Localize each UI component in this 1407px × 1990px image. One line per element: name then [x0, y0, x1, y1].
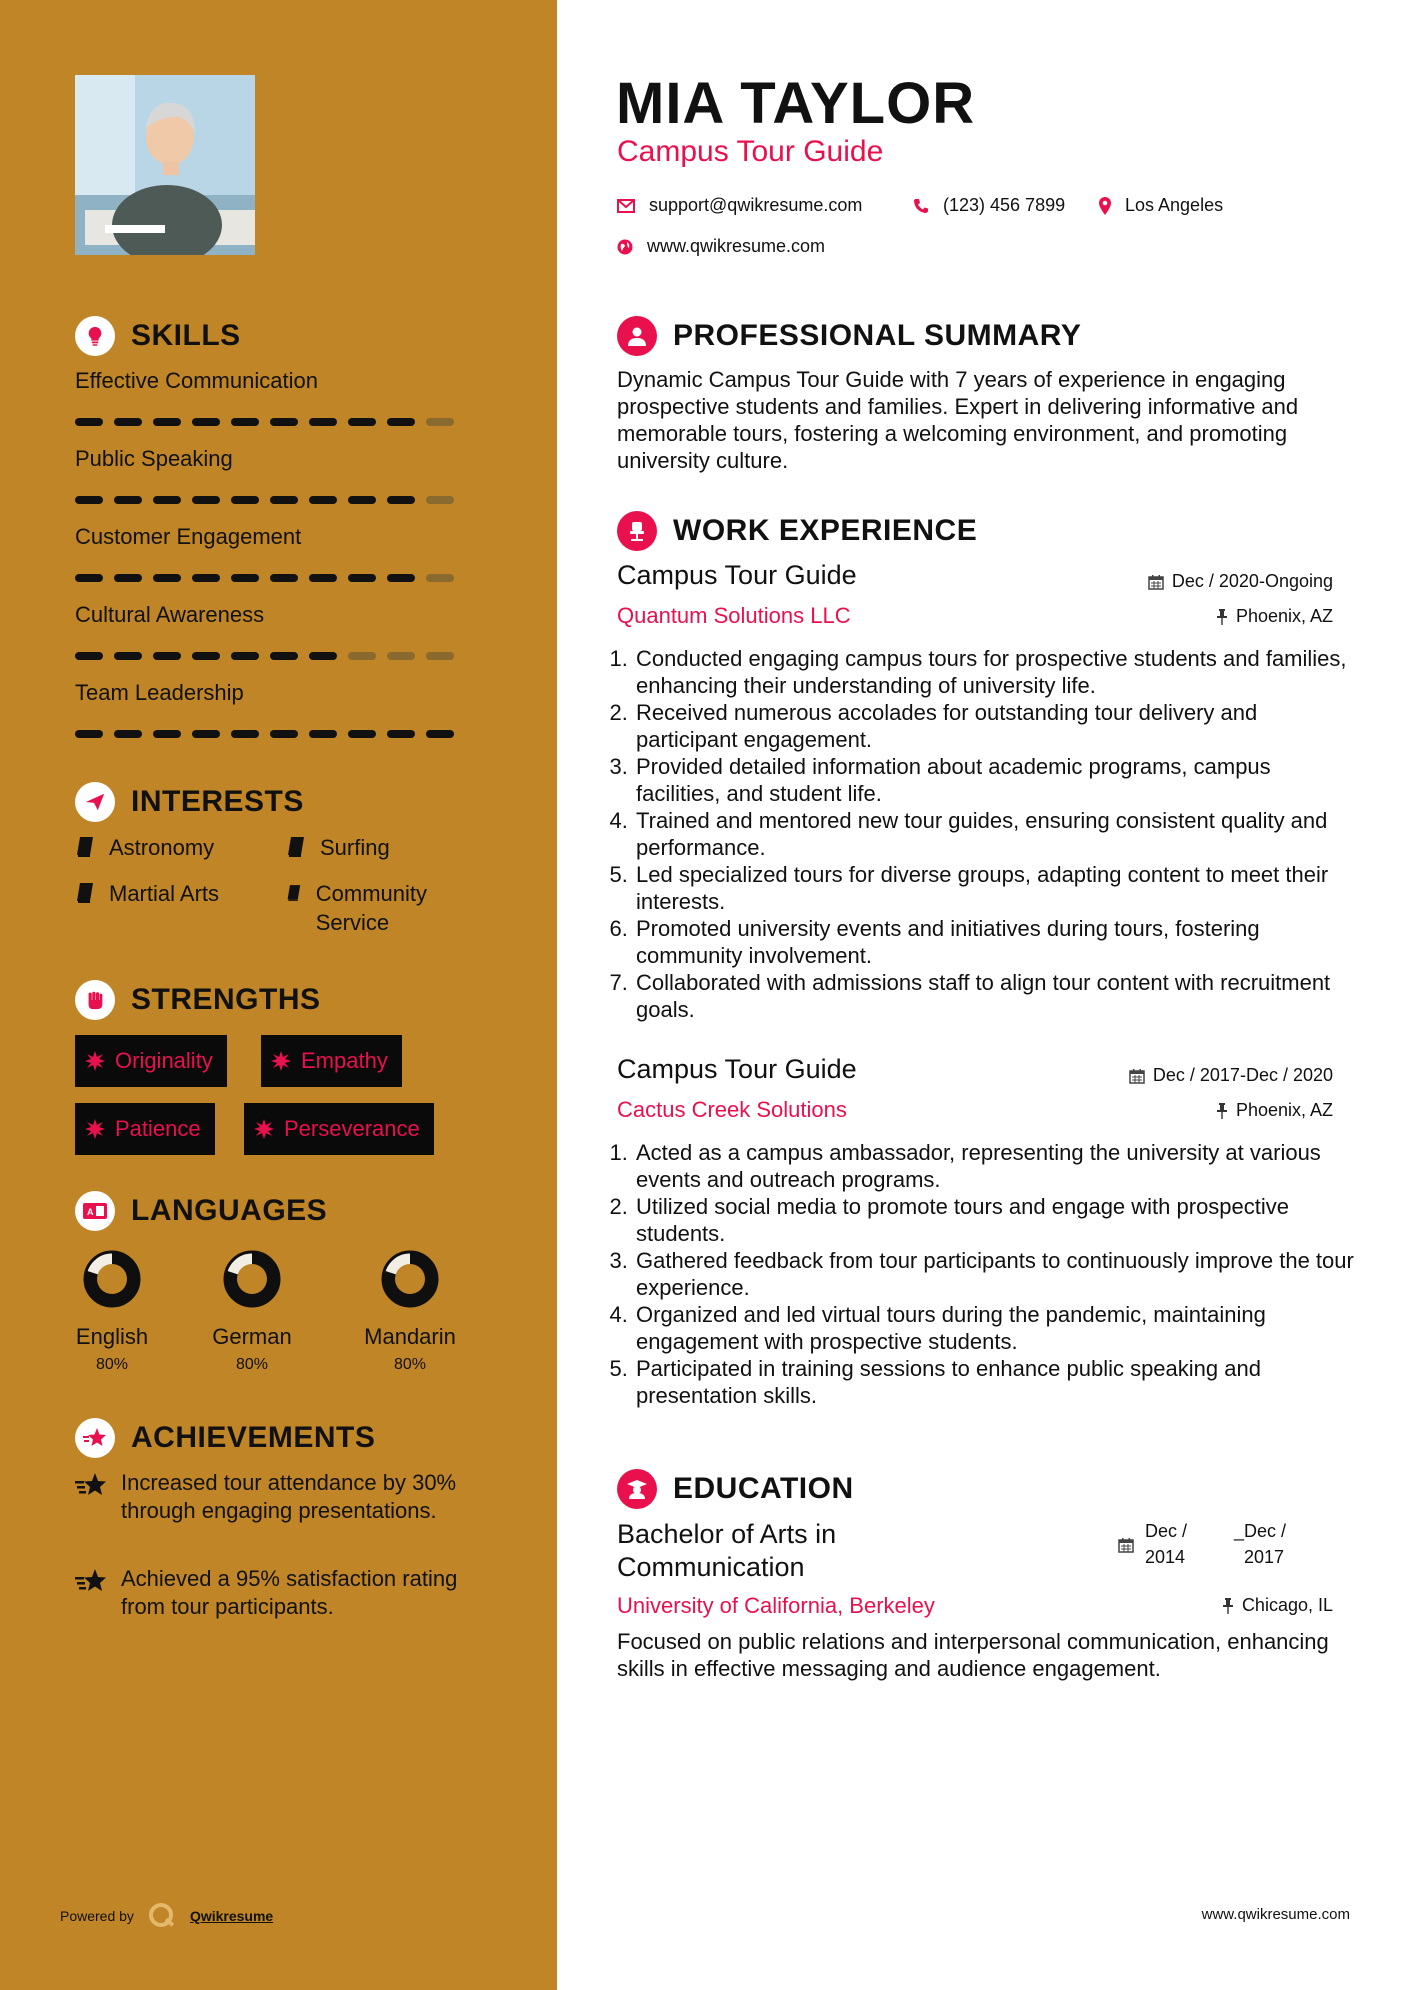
summary-title: PROFESSIONAL SUMMARY	[673, 319, 1082, 352]
job-location-text: Phoenix, AZ	[1235, 1100, 1333, 1120]
strength-tag	[244, 1103, 434, 1155]
pushpin-icon	[1216, 609, 1228, 625]
job-location	[1216, 606, 1333, 627]
profile-photo	[75, 75, 255, 255]
job-bullet: 3. Provided detailed information about academic programs, campus facilities, and student life.	[634, 753, 1354, 807]
skill-name: Effective Communication	[75, 368, 318, 393]
education-description: Focused on public relations and interpersonal communication, enhancing skills in effective messaging and audience engagement.	[617, 1629, 1329, 1681]
skill-rating	[75, 496, 465, 504]
phone-icon	[913, 198, 929, 214]
job-bullet: 2. Utilized social media to promote tours and engage with prospective students.	[634, 1193, 1354, 1247]
interest-label: Martial Arts	[109, 881, 220, 906]
job-bullet: 5. Participated in training sessions to enhance public speaking and presentation skills.	[634, 1355, 1354, 1409]
interest-item	[286, 879, 466, 937]
book-icon	[286, 881, 302, 905]
strength-label: Perseverance	[284, 1116, 420, 1141]
skill-rating-dash	[270, 418, 298, 426]
job-company: Quantum Solutions LLC	[617, 603, 851, 628]
job-bullet: 1. Acted as a campus ambassador, representing the university at various events and outreach programs.	[634, 1139, 1354, 1193]
burst-icon	[85, 1119, 105, 1139]
burst-icon	[85, 1051, 105, 1071]
languages-title: LANGUAGES	[131, 1194, 328, 1227]
skill-item	[75, 678, 455, 708]
contact-location	[1099, 195, 1223, 216]
skill-rating-dash	[387, 574, 415, 582]
skill-rating-dash	[426, 418, 454, 426]
skill-rating-dash	[114, 652, 142, 660]
skills-heading	[75, 316, 241, 356]
skill-name: Cultural Awareness	[75, 602, 265, 627]
language-donut	[220, 1247, 284, 1311]
skill-rating	[75, 418, 465, 426]
skill-item	[75, 366, 455, 396]
interest-item	[75, 833, 214, 862]
donut-hole	[395, 1264, 425, 1294]
education-start-date	[1145, 1518, 1187, 1570]
user-icon	[617, 316, 657, 356]
job-bullet: 6. Promoted university events and initiatives during tours, fostering community involvement.	[634, 915, 1354, 969]
skill-rating-dash	[348, 496, 376, 504]
burst-icon	[271, 1051, 291, 1071]
skill-rating-dash	[153, 418, 181, 426]
summary-text: Dynamic Campus Tour Guide with 7 years of experience in engaging prospective students and families. Expert in delivering informative and memorable tours, fostering a welcoming environment, and promoting university culture.	[617, 367, 1299, 473]
star-badge-icon	[75, 1418, 115, 1458]
book-icon	[286, 835, 306, 859]
interest-label: Astronomy	[109, 835, 215, 860]
skills-title: SKILLS	[131, 319, 241, 352]
map-pin-icon	[1099, 197, 1111, 215]
skill-rating-dash	[387, 418, 415, 426]
interest-label: Community Service	[315, 881, 427, 935]
job-company: Cactus Creek Solutions	[617, 1097, 847, 1122]
skill-rating-dash	[114, 730, 142, 738]
paper-plane-icon	[75, 782, 115, 822]
office-chair-icon	[617, 511, 657, 551]
star-icon	[75, 1568, 107, 1594]
job-bullet: 1. Conducted engaging campus tours for prospective students and families, enhancing their understanding of university life.	[634, 645, 1354, 699]
skill-rating-dash	[270, 574, 298, 582]
interest-label: Surfing	[320, 835, 390, 860]
skill-rating-dash	[192, 652, 220, 660]
skill-rating-dash	[309, 730, 337, 738]
job-bullet: 2. Received numerous accolades for outstanding tour delivery and participant engagement.	[634, 699, 1354, 753]
degree-title	[617, 1518, 836, 1584]
book-icon	[75, 881, 95, 905]
interests-heading	[75, 782, 304, 822]
candidate-name: MIA TAYLOR	[616, 71, 976, 136]
job-location	[1216, 1100, 1333, 1121]
skill-rating-dash	[426, 730, 454, 738]
job-dates-text: Dec / 2017-Dec / 2020	[1152, 1065, 1333, 1085]
book-icon	[75, 835, 95, 859]
calendar-icon	[1129, 1068, 1145, 1084]
skill-rating-dash	[231, 418, 259, 426]
skill-rating-dash	[231, 496, 259, 504]
skill-rating-dash	[75, 418, 103, 426]
job-dates	[1129, 1065, 1333, 1086]
job-bullets	[612, 645, 1354, 1023]
skill-rating-dash	[75, 730, 103, 738]
education-location	[1222, 1595, 1333, 1616]
education-location-text: Chicago, IL	[1241, 1595, 1333, 1615]
job-bullet: 4. Trained and mentored new tour guides, ensuring consistent quality and performance.	[634, 807, 1354, 861]
skill-rating-dash	[426, 574, 454, 582]
strengths-heading	[75, 980, 321, 1020]
skill-rating-dash	[192, 418, 220, 426]
skill-rating-dash	[114, 418, 142, 426]
envelope-icon	[617, 199, 635, 213]
language-item	[57, 1247, 167, 1374]
skill-rating-dash	[348, 418, 376, 426]
skill-name: Customer Engagement	[75, 524, 302, 549]
job-title: Campus Tour Guide	[617, 1054, 857, 1084]
website-text: www.qwikresume.com	[647, 236, 826, 256]
burst-icon	[254, 1119, 274, 1139]
calendar-icon	[1148, 574, 1164, 590]
achievement-text: Achieved a 95% satisfaction rating from tour participants.	[121, 1566, 458, 1619]
language-item	[355, 1247, 465, 1374]
skill-rating-dash	[75, 652, 103, 660]
skill-rating-dash	[192, 496, 220, 504]
degree-line-2: Communication	[617, 1552, 805, 1582]
skill-rating-dash	[75, 496, 103, 504]
language-name: German	[212, 1324, 292, 1349]
degree-line-1: Bachelor of Arts in	[617, 1519, 837, 1549]
job-bullet: 7. Collaborated with admissions staff to align tour content with recruitment goals.	[634, 969, 1354, 1023]
phone-text: (123) 456 7899	[943, 195, 1066, 215]
skill-rating-dash	[387, 652, 415, 660]
qwikresume-link[interactable]: Qwikresume	[189, 1908, 274, 1924]
svg-text:A: A	[87, 1207, 94, 1217]
job-title: Campus Tour Guide	[617, 560, 857, 590]
graduate-icon	[617, 1469, 657, 1509]
star-icon	[75, 1472, 107, 1498]
experience-title: WORK EXPERIENCE	[673, 514, 978, 547]
education-title: EDUCATION	[673, 1472, 854, 1505]
language-percent: 80%	[393, 1356, 427, 1373]
language-percent: 80%	[95, 1356, 129, 1373]
achievement-text: Increased tour attendance by 30% through engaging presentations.	[121, 1470, 457, 1523]
skill-rating-dash	[270, 496, 298, 504]
skill-rating-dash	[75, 574, 103, 582]
pushpin-icon	[1216, 1103, 1228, 1119]
donut-hole	[97, 1264, 127, 1294]
pushpin-icon	[1222, 1598, 1234, 1614]
skill-rating-dash	[309, 418, 337, 426]
strength-label: Empathy	[301, 1048, 388, 1073]
qwikresume-logo-icon	[148, 1902, 176, 1930]
job-bullet: 4. Organized and led virtual tours during the pandemic, maintaining engagement with prospective students.	[634, 1301, 1354, 1355]
strengths-title: STRENGTHS	[131, 983, 321, 1016]
education-end-date	[1234, 1518, 1286, 1570]
strength-tag	[75, 1103, 215, 1155]
achievement-item	[75, 1469, 475, 1525]
skill-item	[75, 600, 455, 630]
skill-rating-dash	[192, 574, 220, 582]
achievements-title: ACHIEVEMENTS	[131, 1421, 376, 1454]
language-name: English	[75, 1324, 149, 1349]
strength-tag	[261, 1035, 402, 1087]
candidate-role: Campus Tour Guide	[617, 135, 884, 168]
job-bullet: 3. Gathered feedback from tour participants to continuously improve the tour experience.	[634, 1247, 1354, 1301]
skill-rating-dash	[270, 730, 298, 738]
powered-by-label: Powered by	[60, 1908, 134, 1924]
contact-website[interactable]	[617, 236, 825, 257]
start-year: 2014	[1145, 1547, 1186, 1567]
skill-rating-dash	[309, 652, 337, 660]
skill-rating-dash	[426, 496, 454, 504]
achievement-item	[75, 1565, 475, 1621]
skill-rating	[75, 574, 465, 582]
skill-rating-dash	[114, 574, 142, 582]
donut-hole	[237, 1264, 267, 1294]
summary-heading	[617, 316, 1081, 356]
skill-rating-dash	[387, 730, 415, 738]
contact-email[interactable]	[617, 195, 862, 216]
skill-rating	[75, 730, 465, 738]
skill-rating-dash	[153, 496, 181, 504]
globe-icon	[617, 239, 633, 255]
skill-item	[75, 522, 455, 552]
language-percent: 80%	[235, 1356, 269, 1373]
powered-by	[60, 1902, 273, 1930]
skill-rating-dash	[387, 496, 415, 504]
skill-name: Team Leadership	[75, 680, 244, 705]
languages-heading	[75, 1191, 327, 1231]
experience-heading	[617, 511, 977, 551]
skill-rating-dash	[348, 652, 376, 660]
skill-item	[75, 444, 455, 474]
email-text: support@qwikresume.com	[649, 195, 863, 215]
end-month: _Dec /	[1234, 1521, 1287, 1541]
interests-title: INTERESTS	[131, 785, 304, 818]
language-name: Mandarin	[364, 1324, 456, 1349]
skill-rating-dash	[114, 496, 142, 504]
job-bullets	[612, 1139, 1354, 1409]
skill-rating-dash	[270, 652, 298, 660]
skill-rating-dash	[231, 652, 259, 660]
sidebar	[0, 0, 557, 1990]
skill-rating-dash	[192, 730, 220, 738]
strength-tag	[75, 1035, 227, 1087]
skill-rating-dash	[231, 730, 259, 738]
language-donut	[378, 1247, 442, 1311]
contact-phone[interactable]	[913, 195, 1065, 216]
skill-rating-dash	[348, 730, 376, 738]
strength-label: Patience	[115, 1116, 201, 1141]
job-dates-text: Dec / 2020-Ongoing	[1171, 571, 1333, 591]
interest-item	[75, 879, 219, 908]
language-donut	[80, 1247, 144, 1311]
skill-rating-dash	[153, 652, 181, 660]
education-heading	[617, 1469, 854, 1509]
job-bullet: 5. Led specialized tours for diverse groups, adapting content to meet their interests.	[634, 861, 1354, 915]
skill-rating-dash	[309, 496, 337, 504]
achievements-heading	[75, 1418, 375, 1458]
job-dates	[1148, 571, 1333, 592]
language-item	[197, 1247, 307, 1374]
skill-rating	[75, 652, 465, 660]
translate-icon	[75, 1191, 115, 1231]
skill-rating-dash	[426, 652, 454, 660]
location-text: Los Angeles	[1125, 195, 1224, 215]
skill-rating-dash	[309, 574, 337, 582]
skill-rating-dash	[231, 574, 259, 582]
end-year: 2017	[1244, 1547, 1285, 1567]
calendar-icon	[1118, 1537, 1134, 1553]
skill-rating-dash	[153, 574, 181, 582]
fist-icon	[75, 980, 115, 1020]
lightbulb-icon	[75, 316, 115, 356]
footer-url[interactable]: www.qwikresume.com	[1201, 1906, 1350, 1923]
start-month: Dec /	[1145, 1521, 1188, 1541]
school-name: University of California, Berkeley	[617, 1593, 935, 1618]
skill-rating-dash	[348, 574, 376, 582]
strength-label: Originality	[115, 1048, 213, 1073]
job-location-text: Phoenix, AZ	[1235, 606, 1333, 626]
skill-name: Public Speaking	[75, 446, 233, 471]
skill-rating-dash	[153, 730, 181, 738]
interest-item	[286, 833, 390, 862]
